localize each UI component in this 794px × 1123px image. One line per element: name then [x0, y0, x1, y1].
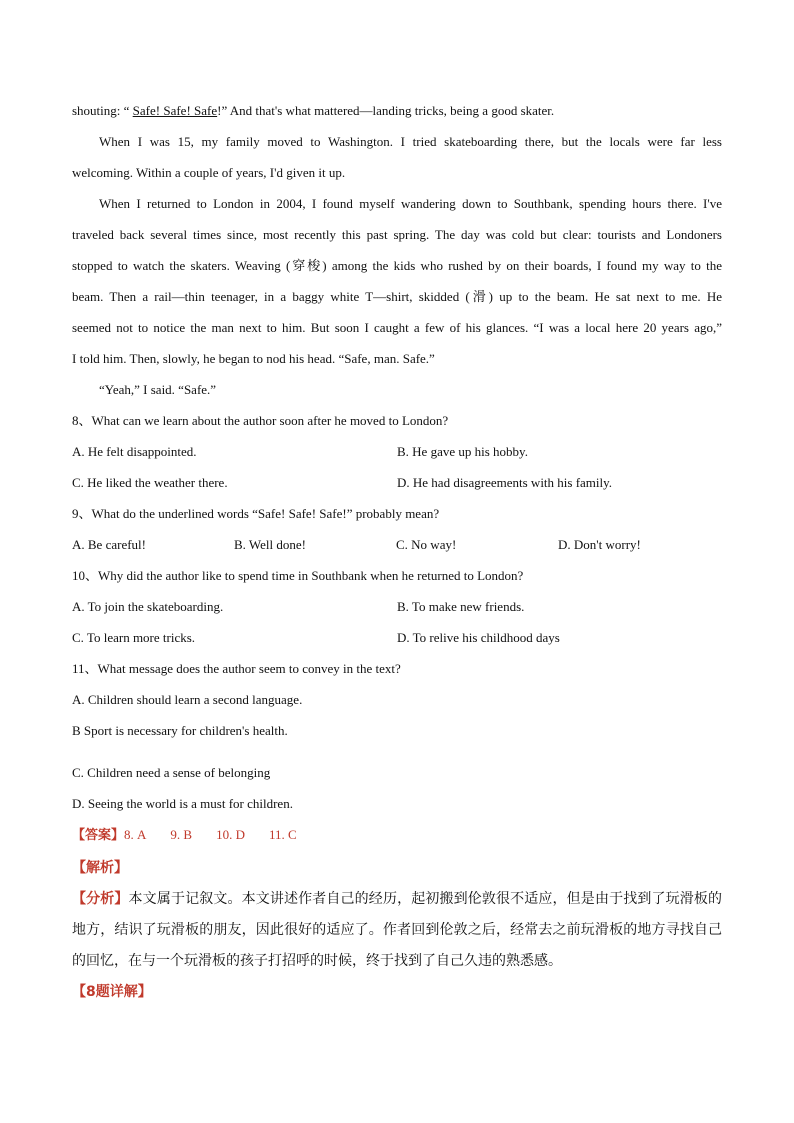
passage-paragraph-3-line-5: seemed not to notice the man next to him. But soon I caught a few of his glances. “I was a local here 20 years ago,” [72, 320, 722, 335]
passage-paragraph-2-line-1: When I was 15, my family moved to Washington. I tried skateboarding there, but the locals were far less [99, 134, 722, 149]
analysis-line-3: 的回忆，在与一个玩滑板的孩子打招呼的时候，终于找到了自己久违的熟悉感。 [72, 953, 562, 969]
question-10-option-c: C. To learn more tricks. [72, 630, 196, 645]
question-9-stem: 9、What do the underlined words “Safe! Safe! Safe!” probably mean? [72, 506, 440, 521]
question-8-option-d: D. He had disagreements with his family. [397, 475, 613, 490]
question-11-option-a: A. Children should learn a second language. [72, 692, 303, 707]
question-10-options-row-1 [72, 594, 722, 625]
question-9-options-row [72, 532, 722, 563]
question-8-option-a: A. He felt disappointed. [72, 444, 197, 459]
passage-paragraph-3-line-3: stopped to watch the skaters. Weaving (穿梭) among the kids who rushed by on their boards, I found my way to the [72, 258, 722, 273]
question-11-option-c: C. Children need a sense of belonging [72, 765, 271, 780]
answer-label: 【答案】 [72, 827, 125, 842]
question-8-option-b: B. He gave up his hobby. [397, 444, 528, 459]
question-9-option-c: C. No way! [396, 537, 457, 552]
question-8-options-row-1 [72, 439, 722, 470]
question-9-option-d: D. Don't worry! [558, 537, 641, 552]
exam-page [72, 98, 722, 1008]
question-10-option-a: A. To join the skateboarding. [72, 599, 224, 614]
question-11-stem: 11、What message does the author seem to convey in the text? [72, 661, 401, 676]
passage-paragraph-3-line-6: I told him. Then, slowly, he began to nod his head. “Safe, man. Safe.” [72, 351, 435, 366]
answer-line [72, 822, 722, 853]
passage-paragraph-3-line-4: beam. Then a rail—thin teenager, in a baggy white T—shirt, skidded (滑) up to the beam. He sat next to me. He [72, 289, 722, 304]
passage-paragraph-3-line-1: When I returned to London in 2004, I found myself wandering down to Southbank, spending hours there. I've [99, 196, 722, 211]
question-8-options-row-2 [72, 470, 722, 501]
answer-8: 8. A [124, 827, 147, 842]
question-10-options-row-2 [72, 625, 722, 656]
passage-paragraph-3-line-2: traveled back several times since, most recently this past spring. The day was cold but clear: tourists and Londoners [72, 227, 722, 242]
spacer [72, 749, 722, 760]
passage-paragraph-4: “Yeah,” I said. “Safe.” [99, 382, 217, 397]
question-8-stem: 8、What can we learn about the author soon after he moved to London? [72, 413, 449, 428]
analysis-label: 【分析】 [72, 891, 129, 907]
question-10-stem: 10、Why did the author like to spend time in Southbank when he returned to London? [72, 568, 524, 583]
question-10-option-d: D. To relive his childhood days [397, 630, 560, 645]
answer-11: 11. C [268, 827, 297, 842]
question-9-option-b: B. Well done! [234, 537, 307, 552]
question-9-option-a: A. Be careful! [72, 537, 146, 552]
answer-10: 10. D [216, 827, 245, 842]
passage-line-1: shouting: “ Safe! Safe! Safe!” And that's what mattered—landing tricks, being a good skater. [72, 103, 555, 118]
passage-paragraph-2-line-2: welcoming. Within a couple of years, I'd given it up. [72, 165, 346, 180]
underlined-phrase: Safe! Safe! Safe [132, 103, 218, 118]
detail-heading-8: 【8题详解】 [72, 984, 152, 1000]
question-10-option-b: B. To make new friends. [397, 599, 525, 614]
question-11-option-d: D. Seeing the world is a must for children. [72, 796, 293, 811]
question-8-option-c: C. He liked the weather there. [72, 475, 228, 490]
answer-9: 9. B [170, 827, 193, 842]
question-11-option-b: B Sport is necessary for children's health. [72, 723, 288, 738]
analysis-heading: 【解析】 [72, 860, 128, 876]
analysis-line-1: 【分析】本文属于记叙文。本文讲述作者自己的经历，起初搬到伦敦很不适应，但是由于找到了玩滑板的 [72, 891, 723, 907]
analysis-line-2: 地方，结识了玩滑板的朋友，因此很好的适应了。作者回到伦敦之后，经常去之前玩滑板的地方寻找自己 [72, 922, 722, 938]
